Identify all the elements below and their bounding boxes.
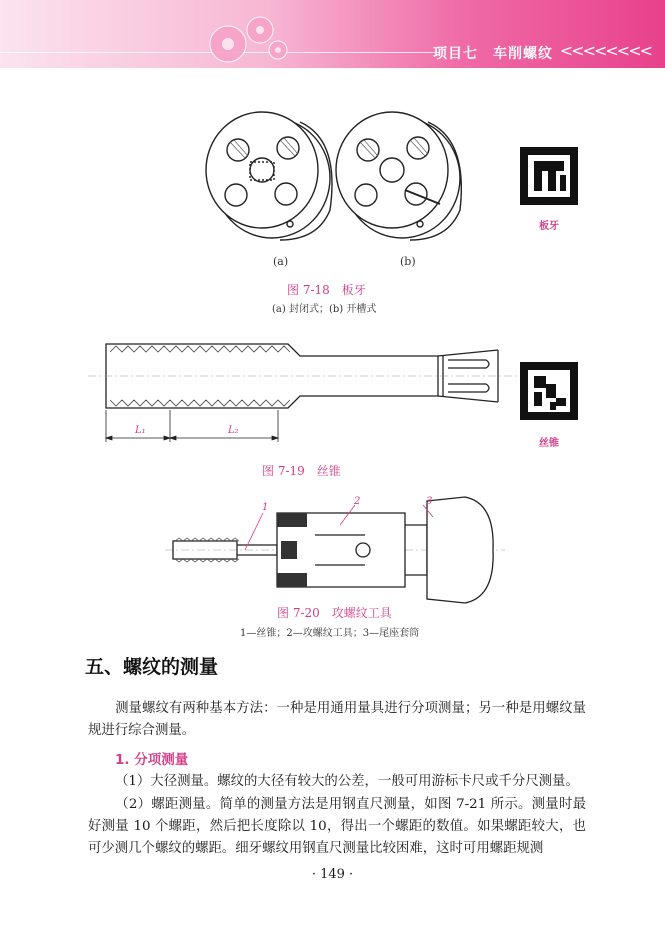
chapter-title: 项目七 车削螺纹 bbox=[433, 46, 553, 62]
figure-7-20-caption: 图 7-20 攻螺纹工具 bbox=[277, 606, 392, 620]
figure-7-18-label-b: (b) bbox=[400, 255, 416, 268]
intro-paragraph bbox=[88, 698, 586, 742]
page-header-band bbox=[0, 0, 665, 68]
part-1-label: 1 bbox=[262, 502, 269, 513]
figure-7-18-dies-drawing bbox=[190, 100, 480, 260]
figure-7-18-label-a: (a) bbox=[273, 255, 289, 268]
figure-7-19-tap-drawing bbox=[88, 330, 518, 445]
page-number: · 149 · bbox=[311, 867, 354, 882]
figure-7-20-subcaption: 1—丝锥；2—攻螺纹工具；3—尾座套筒 bbox=[240, 628, 420, 639]
chevron-decoration-icon: <<<<<<<< bbox=[559, 41, 651, 60]
figure-7-18-subcaption: (a) 封闭式；(b) 开槽式 bbox=[272, 304, 377, 315]
item-1-paragraph bbox=[88, 771, 586, 793]
intro-text: 测量螺纹有两种基本方法：一种是用通用量具进行分项测量；另一种是用螺纹量规进行综合测量。 bbox=[88, 701, 586, 738]
figure-7-18-caption: 图 7-18 板牙 bbox=[287, 283, 366, 297]
item-2-paragraph bbox=[88, 794, 586, 860]
figure-7-19-caption: 图 7-19 丝锥 bbox=[262, 464, 341, 478]
item-2-text: （2）螺距测量。简单的测量方法是用钢直尺测量，如图 7-21 所示。测量时最好测量 10 个螺距，然后把长度除以 10，得出一个螺距的数值。如果螺距较大，也可少测几个螺纹的螺距。细牙螺纹用钢直尺测量比较困难，这时可用螺距规测 bbox=[88, 797, 586, 856]
subsection-heading: 1. 分项测量 bbox=[115, 752, 189, 768]
gears-decoration-icon bbox=[188, 6, 298, 66]
dimension-l1-label: L₁ bbox=[135, 425, 146, 436]
dimension-l2-label: L₂ bbox=[228, 425, 239, 436]
qr-label-tap: 丝锥 bbox=[539, 438, 559, 449]
part-3-label: 3 bbox=[426, 496, 433, 507]
item-1-text: （1）大径测量。螺纹的大径有较大的公差，一般可用游标卡尺或千分尺测量。 bbox=[115, 774, 579, 789]
qr-label-die: 板牙 bbox=[539, 221, 559, 232]
section-heading: 五、螺纹的测量 bbox=[85, 656, 219, 678]
qr-code-icon[interactable] bbox=[520, 147, 578, 205]
qr-code-icon[interactable] bbox=[520, 362, 578, 420]
part-2-label: 2 bbox=[354, 496, 361, 507]
figure-7-20-tapping-tool-drawing bbox=[165, 495, 505, 605]
